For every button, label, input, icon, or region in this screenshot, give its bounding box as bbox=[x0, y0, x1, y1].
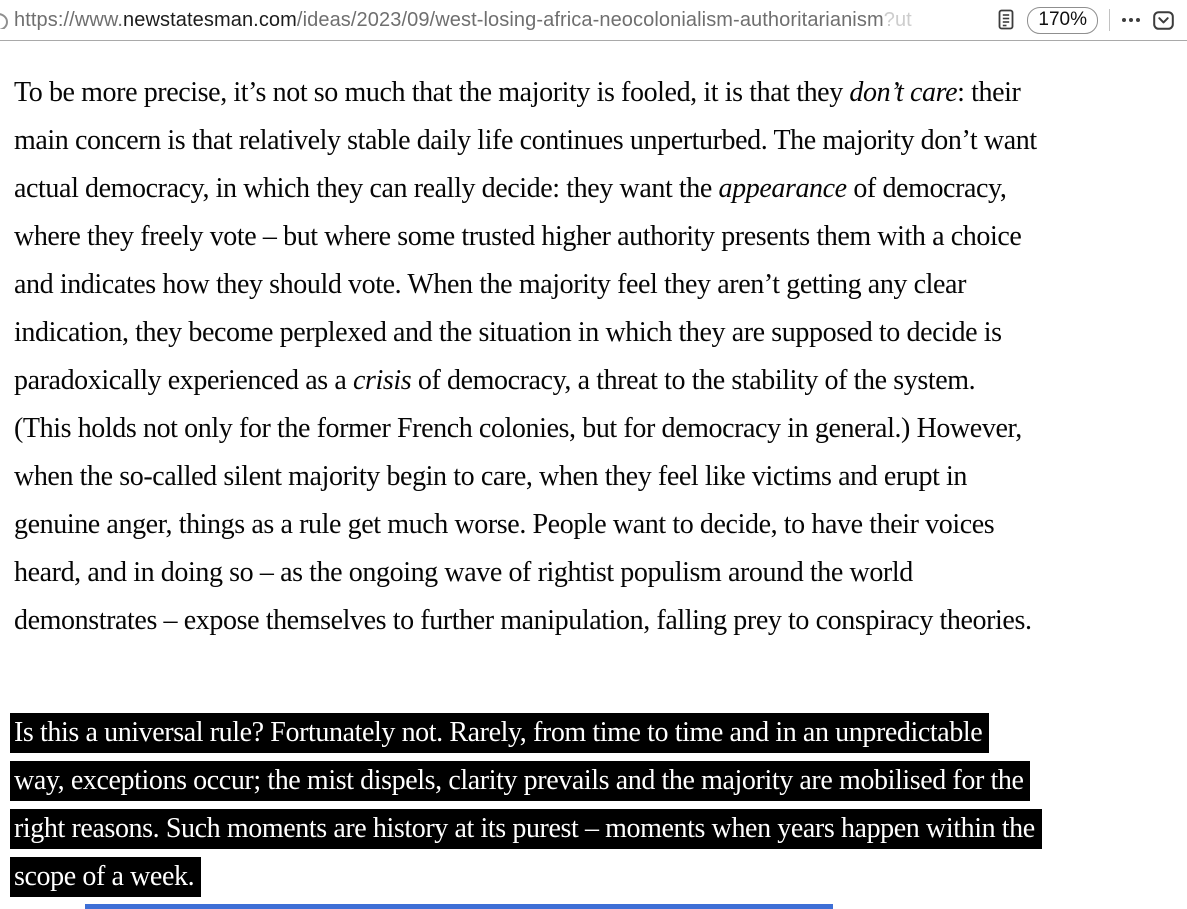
article-paragraph bbox=[14, 69, 1169, 645]
selected-text-line: Is this a universal rule? Fortunately not. Rarely, from time to time and in an unpredictable bbox=[10, 713, 989, 753]
pocket-icon[interactable] bbox=[1152, 9, 1175, 32]
text-line: where they freely vote – but where some trusted higher authority presents them with a choice bbox=[14, 221, 1022, 252]
article bbox=[14, 41, 1169, 901]
url-query: ?ut bbox=[883, 8, 912, 31]
text-line bbox=[14, 757, 1169, 805]
highlighted-paragraph bbox=[14, 709, 1169, 901]
text-line: actual democracy, in which they can really decide: they want the appearance of democracy, bbox=[14, 173, 1007, 204]
text-line: main concern is that relatively stable daily life continues unperturbed. The majority don’t want bbox=[14, 125, 1037, 156]
text-line bbox=[14, 853, 1169, 901]
text-line: genuine anger, things as a rule get much worse. People want to decide, to have their voices bbox=[14, 509, 995, 540]
selected-text-line: scope of a week. bbox=[10, 857, 201, 897]
text-line: heard, and in doing so – as the ongoing wave of rightist populism around the world bbox=[14, 557, 913, 588]
partial-info-icon bbox=[0, 11, 14, 29]
text-line: To be more precise, it’s not so much that the majority is fooled, it is that they don’t care: their bbox=[14, 77, 1021, 108]
text-line bbox=[14, 709, 1169, 757]
text-line bbox=[14, 805, 1169, 853]
toolbar-actions bbox=[996, 7, 1175, 34]
ellipsis-icon[interactable] bbox=[1121, 14, 1141, 26]
url-scheme: https://www. bbox=[14, 8, 124, 31]
browser-toolbar bbox=[0, 0, 1187, 41]
url-bar[interactable] bbox=[14, 9, 986, 32]
selected-text-line: right reasons. Such moments are history at its purest – moments when years happen within the bbox=[10, 809, 1042, 849]
text-line: indication, they become perplexed and the situation in which they are supposed to decide is bbox=[14, 317, 1002, 348]
text-line: and indicates how they should vote. When the majority feel they aren’t getting any clear bbox=[14, 269, 967, 300]
reader-view-icon[interactable] bbox=[996, 8, 1016, 32]
selected-text-line: way, exceptions occur; the mist dispels, clarity prevails and the majority are mobilised for the bbox=[10, 761, 1030, 801]
zoom-level-badge[interactable]: 170% bbox=[1027, 7, 1098, 34]
selection-highlight-bar bbox=[85, 904, 833, 909]
toolbar-divider bbox=[1109, 9, 1110, 31]
text-line: demonstrates – expose themselves to further manipulation, falling prey to conspiracy theories. bbox=[14, 605, 1032, 636]
text-line: (This holds not only for the former French colonies, but for democracy in general.) However, bbox=[14, 413, 1022, 444]
text-line: paradoxically experienced as a crisis of democracy, a threat to the stability of the system. bbox=[14, 365, 976, 396]
url-domain: newstatesman.com bbox=[123, 8, 297, 31]
text-line: when the so-called silent majority begin to care, when they feel like victims and erupt in bbox=[14, 461, 968, 492]
url-path: /ideas/2023/09/west-losing-africa-neocolonialism-authoritarianism bbox=[296, 8, 884, 31]
